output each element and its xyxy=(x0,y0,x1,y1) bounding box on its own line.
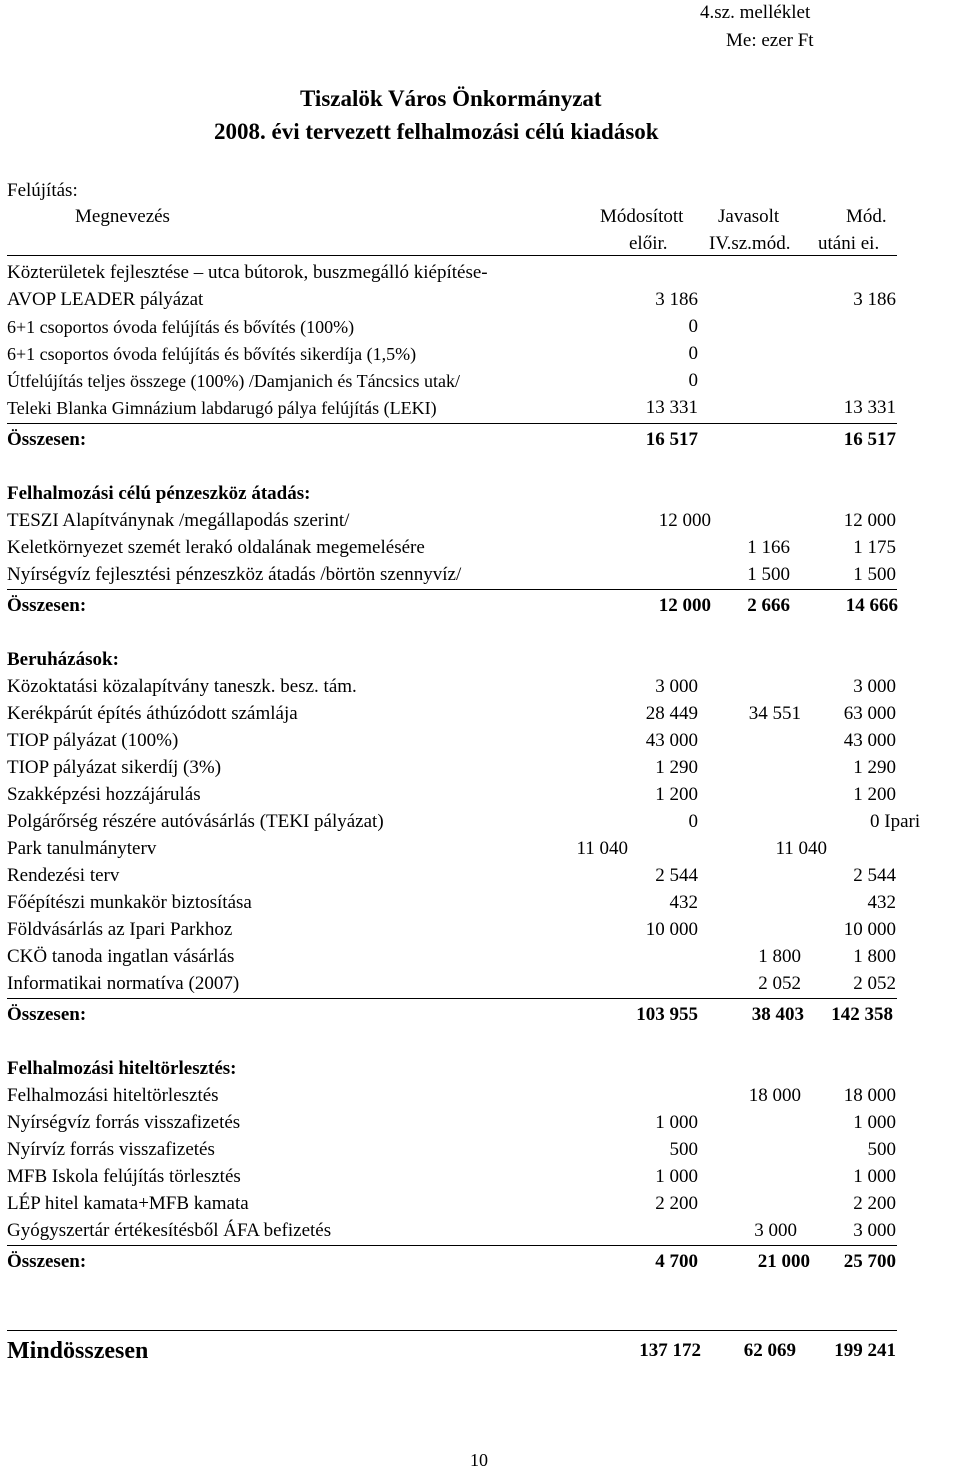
page-number: 10 xyxy=(470,1450,488,1470)
column-header-javasolt-2: IV.sz.mód. xyxy=(709,233,791,254)
page-title: Tiszalök Város Önkormányzat xyxy=(300,86,602,111)
total-label: Összesen: xyxy=(7,1251,87,1272)
table-row-name: 6+1 csoportos óvoda felújítás és bővítés sikerdíja (1,5%) xyxy=(7,344,417,364)
table-row-name: Gyógyszertár értékesítésből ÁFA befizetés xyxy=(7,1220,332,1241)
table-cell-c3: 0 Ipari xyxy=(870,811,921,832)
total-label: Összesen: xyxy=(7,595,87,616)
section-heading-hitel: Felhalmozási hiteltörlesztés: xyxy=(7,1058,237,1079)
table-cell-c1: 12 000 xyxy=(658,510,711,531)
table-cell-c3: 2 544 xyxy=(853,865,896,886)
column-header-mod-eloir-2: előir. xyxy=(629,233,668,254)
table-cell-c3: 432 xyxy=(867,892,896,913)
table-row-name: TIOP pályázat sikerdíj (3%) xyxy=(7,757,222,778)
table-cell-c1: 1 000 xyxy=(655,1112,698,1133)
table-row-name: Keletkörnyezet szemét lerakó oldalának megemelésére xyxy=(7,537,425,558)
total-c3: 16 517 xyxy=(843,429,896,450)
table-row-name: Rendezési terv xyxy=(7,865,120,886)
table-cell-c2: 18 000 xyxy=(748,1085,801,1106)
grand-total-label: Mindösszesen xyxy=(7,1338,149,1364)
table-cell-c2: 11 040 xyxy=(775,838,827,859)
table-cell-c3: 500 xyxy=(867,1139,896,1160)
table-cell-c1: 3 000 xyxy=(655,676,698,697)
table-cell-c1: 13 331 xyxy=(645,397,698,418)
table-row-name: TESZI Alapítványnak /megállapodás szerint/ xyxy=(7,510,350,531)
column-header-mod-utani-2: utáni ei. xyxy=(818,233,880,254)
table-cell-c3: 10 000 xyxy=(843,919,896,940)
table-cell-c1: 1 000 xyxy=(655,1166,698,1187)
section-heading-beruhazas: Beruházások: xyxy=(7,649,119,670)
table-cell-c2: 3 000 xyxy=(754,1220,797,1241)
table-cell-c2: 1 500 xyxy=(747,564,790,585)
table-row-name: Közterületek fejlesztése – utca bútorok, buszmegálló kiépítése- xyxy=(7,262,488,283)
table-cell-c3: 43 000 xyxy=(843,730,896,751)
table-cell-c1: 0 xyxy=(688,316,698,337)
table-cell-c2: 2 052 xyxy=(758,973,801,994)
table-cell-c1: 10 000 xyxy=(645,919,698,940)
table-row-name: 6+1 csoportos óvoda felújítás és bővítés (100%) xyxy=(7,317,355,337)
table-cell-c3: 1 800 xyxy=(853,946,896,967)
table-cell-c3: 1 500 xyxy=(853,564,896,585)
table-cell-c1: 0 xyxy=(688,370,698,391)
table-row-name: Közoktatási közalapítvány taneszk. besz. tám. xyxy=(7,676,357,697)
grand-total-c1: 137 172 xyxy=(639,1340,701,1361)
table-row-name: Polgárőrség részére autóvásárlás (TEKI pályázat) xyxy=(7,811,384,832)
table-row-name: CKÖ tanoda ingatlan vásárlás xyxy=(7,946,235,967)
table-cell-c1: 500 xyxy=(669,1139,698,1160)
table-row-name: Informatikai normatíva (2007) xyxy=(7,973,240,994)
table-cell-c1: 432 xyxy=(669,892,698,913)
total-rule xyxy=(7,589,897,590)
grand-total-c3: 199 241 xyxy=(834,1340,896,1361)
annex-label: 4.sz. melléklet xyxy=(700,2,811,23)
total-rule xyxy=(7,423,897,424)
table-row-name: TIOP pályázat (100%) xyxy=(7,730,179,751)
table-row-name: Földvásárlás az Ipari Parkhoz xyxy=(7,919,233,940)
table-row-name: MFB Iskola felújítás törlesztés xyxy=(7,1166,241,1187)
header-rule xyxy=(7,255,897,256)
total-c3: 14 666 xyxy=(845,595,898,616)
table-cell-c3: 2 200 xyxy=(853,1193,896,1214)
grand-total-rule xyxy=(7,1330,897,1331)
table-row-name: Nyírségvíz fejlesztési pénzeszköz átadás /börtön szennyvíz/ xyxy=(7,564,462,585)
table-cell-c3: 12 000 xyxy=(843,510,896,531)
table-cell-c3: 3 000 xyxy=(853,676,896,697)
section-heading-felujitas: Felújítás: xyxy=(7,180,78,201)
total-c2: 21 000 xyxy=(757,1251,810,1272)
table-cell-c3: 1 200 xyxy=(853,784,896,805)
table-cell-c1: 43 000 xyxy=(645,730,698,751)
table-row-name: Szakképzési hozzájárulás xyxy=(7,784,201,805)
column-header-mod-utani-1: Mód. xyxy=(846,206,887,227)
table-cell-c1: 2 200 xyxy=(655,1193,698,1214)
table-cell-c1: 0 xyxy=(688,343,698,364)
table-cell-c3: 1 290 xyxy=(853,757,896,778)
table-cell-c1: 1 290 xyxy=(655,757,698,778)
table-cell-c3: 2 052 xyxy=(853,973,896,994)
table-row-name: Nyírségvíz forrás visszafizetés xyxy=(7,1112,241,1133)
table-row-name: Park tanulmányterv xyxy=(7,838,157,859)
table-cell-c3: 3 186 xyxy=(853,289,896,310)
table-cell-c3: 1 000 xyxy=(853,1166,896,1187)
table-cell-c3: 3 000 xyxy=(853,1220,896,1241)
table-row-name: LÉP hitel kamata+MFB kamata xyxy=(7,1193,249,1214)
table-row-name: Útfelújítás teljes összege (100%) /Damjanich és Táncsics utak/ xyxy=(7,371,461,391)
column-header-name: Megnevezés xyxy=(75,206,170,227)
table-cell-c1: 3 186 xyxy=(655,289,698,310)
total-c3: 142 358 xyxy=(831,1004,893,1025)
table-cell-c1: 1 200 xyxy=(655,784,698,805)
table-cell-c3: 13 331 xyxy=(843,397,896,418)
total-c2: 2 666 xyxy=(747,595,790,616)
total-c3: 25 700 xyxy=(843,1251,896,1272)
total-c2: 38 403 xyxy=(751,1004,804,1025)
total-c1: 12 000 xyxy=(658,595,711,616)
unit-label: Me: ezer Ft xyxy=(726,30,814,51)
total-label: Összesen: xyxy=(7,429,87,450)
total-label: Összesen: xyxy=(7,1004,87,1025)
table-row-name: Teleki Blanka Gimnázium labdarugó pálya felújítás (LEKI) xyxy=(7,398,437,418)
table-cell-c2: 34 551 xyxy=(748,703,801,724)
table-cell-c1: 2 544 xyxy=(655,865,698,886)
page-subtitle: 2008. évi tervezett felhalmozási célú kiadások xyxy=(214,119,659,144)
total-c1: 16 517 xyxy=(645,429,698,450)
column-header-javasolt-1: Javasolt xyxy=(718,206,780,227)
table-row-name: Kerékpárút építés áthúzódott számlája xyxy=(7,703,298,724)
table-row-name: Főépítészi munkakör biztosítása xyxy=(7,892,252,913)
table-cell-c3: 18 000 xyxy=(843,1085,896,1106)
table-cell-c1: 28 449 xyxy=(645,703,698,724)
grand-total-c2: 62 069 xyxy=(743,1340,796,1361)
section-heading-atadas: Felhalmozási célú pénzeszköz átadás: xyxy=(7,483,311,504)
total-c1: 4 700 xyxy=(655,1251,698,1272)
table-row-name: Nyírvíz forrás visszafizetés xyxy=(7,1139,215,1160)
table-cell-c1: 11 040 xyxy=(576,838,628,859)
total-rule xyxy=(7,1245,897,1246)
table-cell-c2: 1 166 xyxy=(747,537,790,558)
total-rule xyxy=(7,998,897,999)
total-c1: 103 955 xyxy=(636,1004,698,1025)
column-header-mod-eloir-1: Módosított xyxy=(600,206,684,227)
table-cell-c3: 1 000 xyxy=(853,1112,896,1133)
table-row-name: AVOP LEADER pályázat xyxy=(7,289,204,310)
table-cell-c3: 1 175 xyxy=(853,537,896,558)
table-row-name: Felhalmozási hiteltörlesztés xyxy=(7,1085,219,1106)
table-cell-c2: 1 800 xyxy=(758,946,801,967)
table-cell-c3: 63 000 xyxy=(843,703,896,724)
table-cell-c1: 0 xyxy=(688,811,698,832)
